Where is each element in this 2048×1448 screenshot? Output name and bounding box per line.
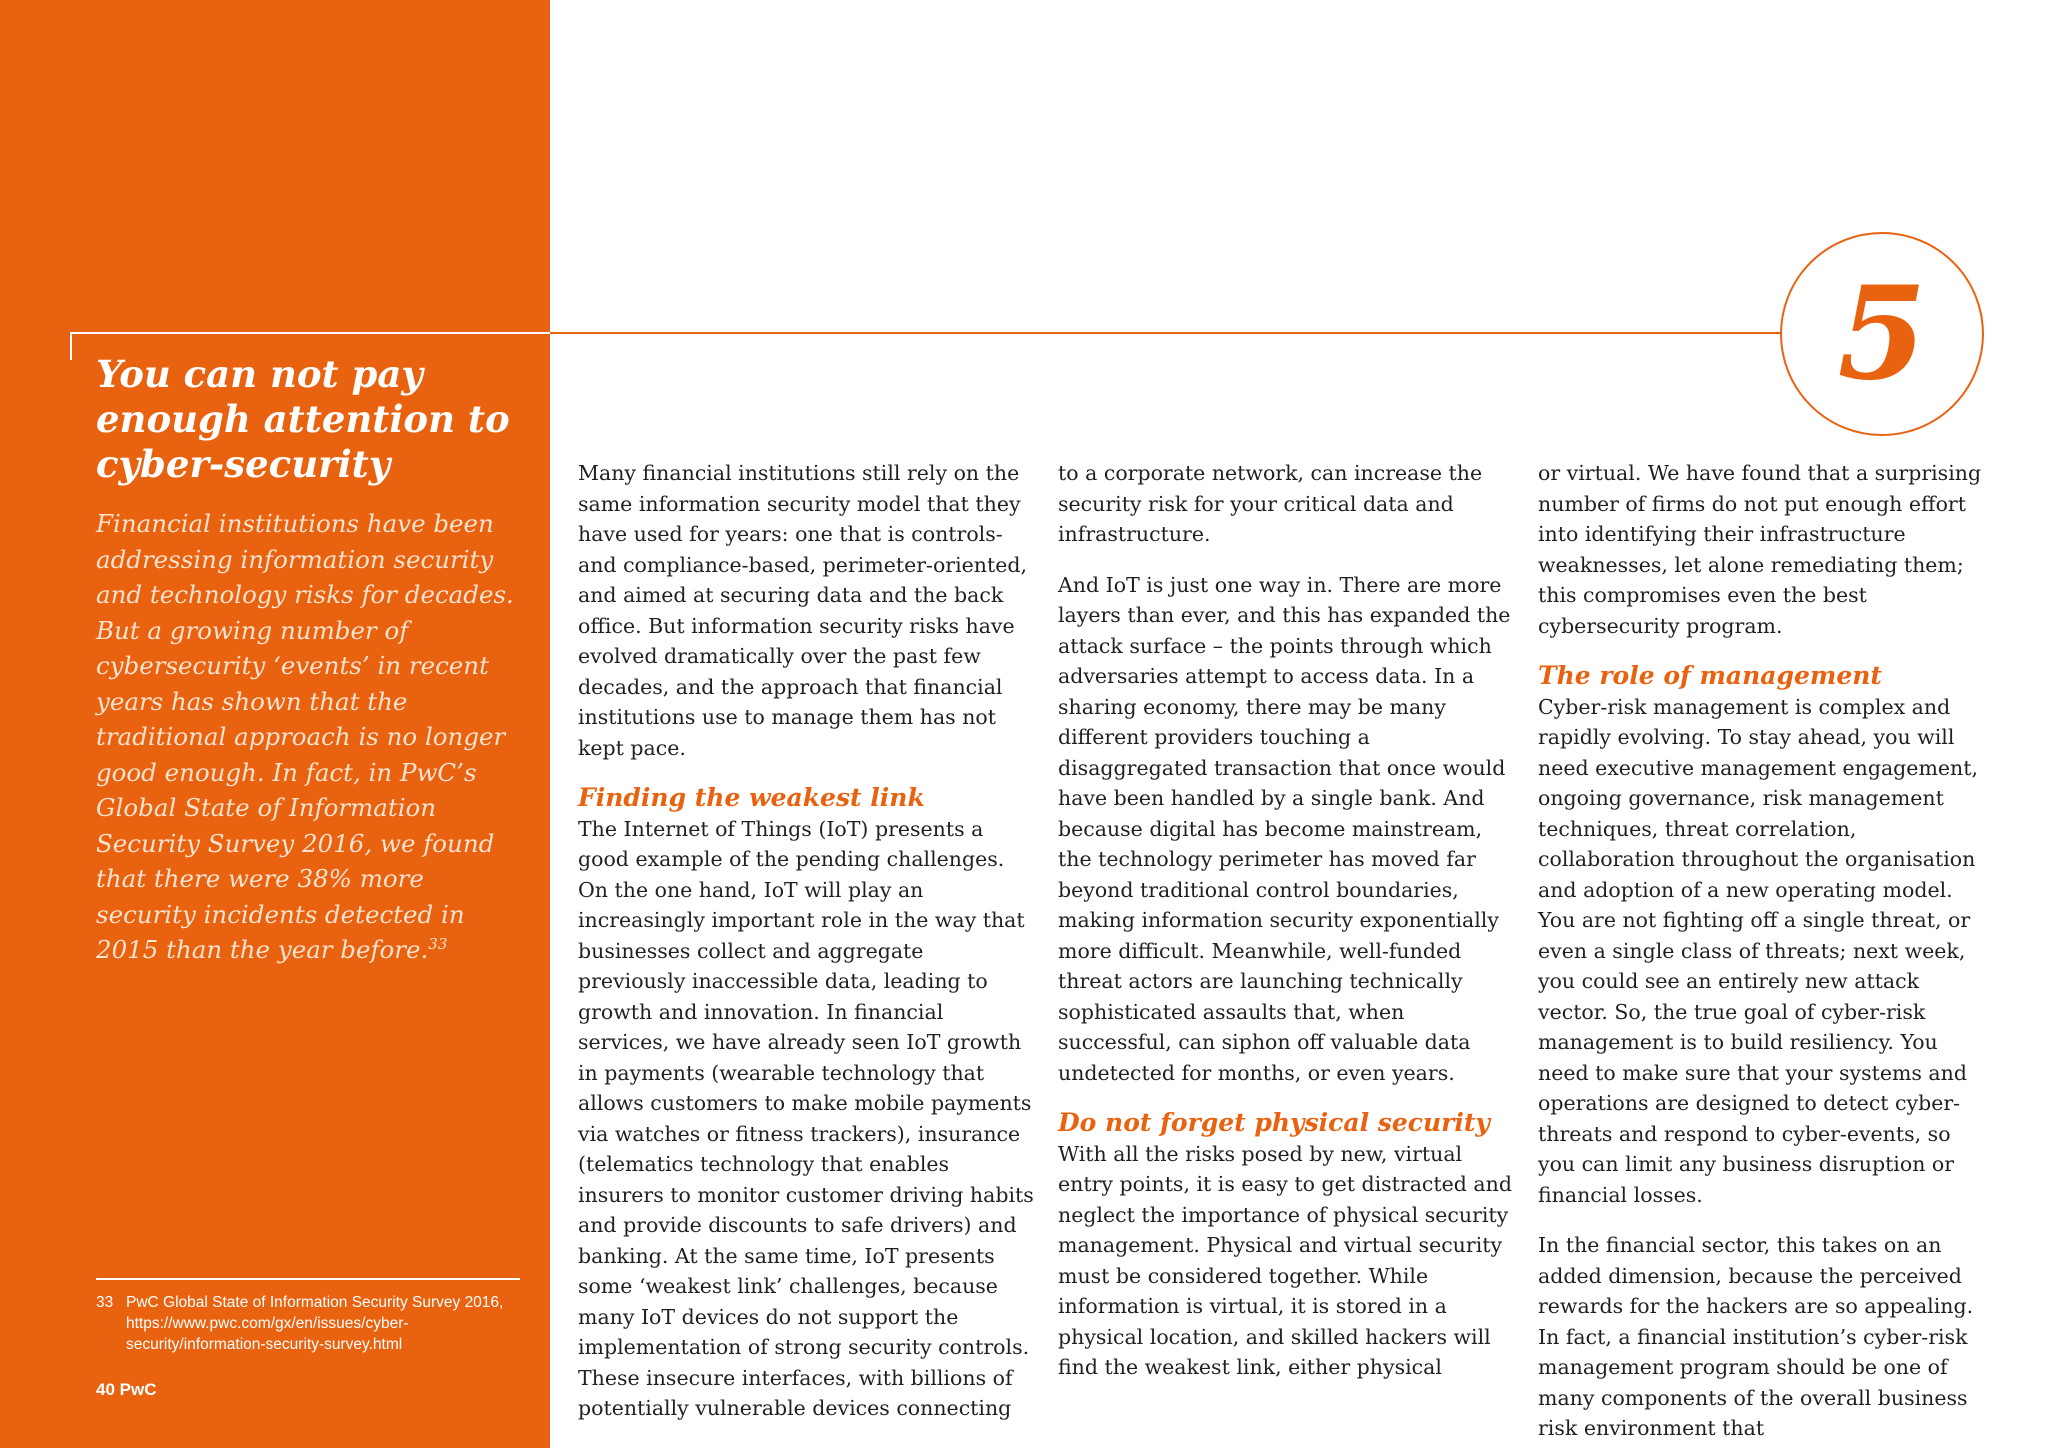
paragraph: In the financial sector, this takes on an added dimension, because the perceived rewards for the hackers are so appealing. In fact, a financial institution’s cyber-risk management program should be one of many components of the overall business risk environment that bbox=[1538, 1233, 1974, 1440]
page-footer: 40 PwC bbox=[96, 1380, 157, 1399]
body-column-1 bbox=[578, 458, 1034, 1424]
body-column-3 bbox=[1538, 458, 1994, 1444]
section-heading-weakest-link: Finding the weakest link bbox=[578, 783, 925, 812]
footnote-reference: 33 bbox=[428, 934, 448, 953]
sidebar-title: You can not pay enough attention to cyber-security bbox=[96, 352, 510, 486]
footnote-number: 33 bbox=[96, 1294, 114, 1311]
sidebar-rule-tick bbox=[70, 332, 72, 360]
body-column-2 bbox=[1058, 458, 1514, 1383]
paragraph: Many financial institutions still rely on the same information security model that they have used for years: one that is controls- and compliance-based, perimeter-oriented, and aimed at securing data and the back office. But information security risks have evolved dramatically over the past few decades, and the approach that financial institutions use to manage them has not kept pace. bbox=[578, 461, 1027, 760]
paragraph: With all the risks posed by new, virtual entry points, it is easy to get distracted and neglect the importance of physical security management. Physical and virtual security must be considered together. While information is virtual, it is stored in a physical location, and skilled hackers will find the weakest link, either physical bbox=[1058, 1141, 1512, 1379]
footnote-rule bbox=[96, 1278, 520, 1280]
paragraph: or virtual. We have found that a surprising number of firms do not put enough effort into identifying their infrastructure weaknesses, let alone remediating them; this compromises even the best cybersecurity program. bbox=[1538, 461, 1982, 638]
sidebar-header-rule bbox=[70, 332, 550, 334]
sidebar-intro-text: Financial institutions have been addressing information security and technology risks for decades. But a growing number of cybersecurity ‘events’ in recent years has shown that the traditional approach is no longer good enough. In fact, in PwC’s Global State of Information Security Survey 2016, we found that there were 38% more security incidents detected in 2015 than the year before. bbox=[96, 509, 514, 964]
paragraph: to a corporate network, can increase the security risk for your critical data and infrastructure. bbox=[1058, 461, 1483, 546]
footnote bbox=[96, 1292, 516, 1355]
paragraph: And IoT is just one way in. There are more layers than ever, and this has expanded the attack surface – the points through which adversaries attempt to access data. In a sharing economy, there may be many different providers touching a disaggregated transaction that once would have been handled by a single bank. And because digital has become mainstream, the technology perimeter has moved far beyond traditional control boundaries, making information security exponentially more difficult. Meanwhile, well-funded threat actors are launching technically sophisticated assaults that, when successful, can siphon off valuable data undetected for months, or even years. bbox=[1058, 572, 1511, 1085]
chapter-number: 5 bbox=[1837, 259, 1927, 409]
paragraph: The Internet of Things (IoT) presents a good example of the pending challenges. On the one hand, IoT will play an increasingly important role in the way that businesses collect and aggregate previously inaccessible data, leading to growth and innovation. In financial services, we have already seen IoT growth in payments (wearable technology that allows customers to make mobile payments via watches or fitness trackers), insurance (telematics technology that enables insurers to monitor customer driving habits and provide discounts to safe drivers) and banking. At the same time, IoT presents some ‘weakest link’ challenges, because many IoT devices do not support the implementation of strong security controls. These insecure interfaces, with billions of potentially vulnerable devices connecting bbox=[578, 816, 1034, 1420]
section-heading-role-of-management: The role of management bbox=[1538, 661, 1882, 690]
footnote-text: PwC Global State of Information Security Survey 2016, https://www.pwc.com/gx/en/issues/cyber-security/information-security-survey.html bbox=[126, 1294, 504, 1353]
chapter-number-circle bbox=[1780, 232, 1984, 436]
section-heading-physical-security: Do not forget physical security bbox=[1058, 1108, 1490, 1137]
sidebar-intro bbox=[96, 506, 526, 968]
paragraph: Cyber-risk management is complex and rapidly evolving. To stay ahead, you will need executive management engagement, ongoing governance, risk management techniques, threat correlation, collaboration throughout the organisation and adoption of a new operating model. You are not fighting off a single threat, or even a single class of threats; next week, you could see an entirely new attack vector. So, the true goal of cyber-risk management is to build resiliency. You need to make sure that your systems and operations are designed to detect cyber-threats and respond to cyber-events, so you can limit any business disruption or financial losses. bbox=[1538, 694, 1978, 1207]
